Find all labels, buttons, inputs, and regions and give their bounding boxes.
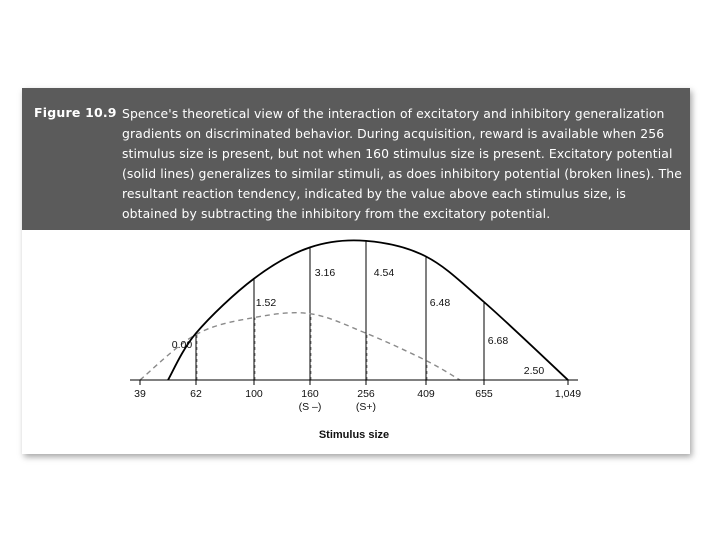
figure-card [22, 88, 690, 454]
reaction-tendency-label-655: 6.68 [487, 335, 509, 347]
x-tick-label-256: 256 [357, 388, 375, 400]
x-tick-sublabel-160: (S –) [298, 401, 322, 413]
generalization-chart [22, 230, 690, 454]
x-tick-label-160: 160 [301, 388, 319, 400]
chart-layer [130, 240, 581, 441]
figure-label: Figure 10.9 [34, 105, 117, 120]
caption-band [22, 88, 690, 230]
x-tick-label-1,049: 1,049 [554, 388, 582, 400]
reaction-tendency-label-160: 3.16 [314, 267, 336, 279]
x-tick-label-100: 100 [245, 388, 263, 400]
x-axis-title: Stimulus size [318, 429, 390, 441]
x-tick-label-62: 62 [190, 388, 202, 400]
figure-caption: Spence's theoretical view of the interaction of excitatory and inhibitory generalization gradients on discriminated behavior. During acquisition, reward is available when 256 stimulus size is present, but not when 160 stimulus size is present. Excitatory potential (solid lines) generalizes to similar stimuli, as does inhibitory potential (broken lines). The resultant reaction tendency, indicated by the value above each stimulus size, is obtained by subtracting the inhibitory from the excitatory potential. [122, 106, 682, 221]
reaction-tendency-label-1,049: 2.50 [523, 365, 545, 377]
reaction-tendency-label-256: 4.54 [373, 267, 395, 279]
x-tick-label-655: 655 [475, 388, 493, 400]
x-tick-label-39: 39 [134, 388, 146, 400]
reaction-tendency-label-100: 1.52 [255, 297, 277, 309]
x-tick-label-409: 409 [417, 388, 435, 400]
reaction-tendency-label-62: 0.00 [171, 339, 193, 351]
excitatory-curve [168, 240, 568, 380]
x-tick-sublabel-256: (S+) [355, 401, 377, 413]
reaction-tendency-label-409: 6.48 [429, 297, 451, 309]
